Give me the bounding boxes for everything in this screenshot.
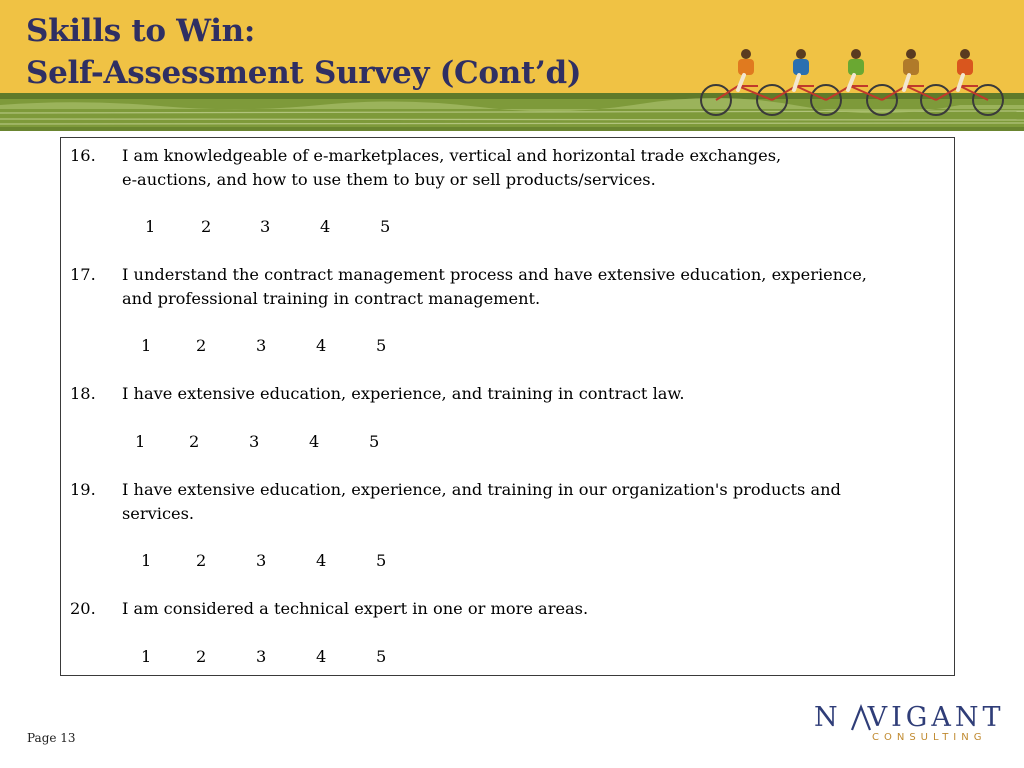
survey-box <box>60 137 955 676</box>
item-line-1: I have extensive education, experience, and training in contract law. <box>122 384 685 403</box>
cyclists-illustration <box>698 44 1008 118</box>
item-line-2: and professional training in contract management. <box>122 289 541 308</box>
logo-wordmark <box>814 702 1005 733</box>
rating-3[interactable]: 3 <box>260 217 271 236</box>
logo-text-left: N <box>814 702 842 733</box>
rating-1[interactable]: 1 <box>145 217 156 236</box>
rating-1[interactable]: 1 <box>135 432 146 451</box>
survey-item-18 <box>70 382 940 406</box>
navigant-logo <box>814 702 1005 748</box>
item-line-2: e-auctions, and how to use them to buy or sell products/services. <box>122 170 656 189</box>
item-line-1: I have extensive education, experience, and training in our organization's products and <box>122 480 841 499</box>
item-number: 20. <box>70 599 96 618</box>
rating-4[interactable]: 4 <box>316 551 327 570</box>
item-number: 19. <box>70 480 96 499</box>
page-number: Page 13 <box>27 731 76 745</box>
survey-item-17 <box>70 263 940 311</box>
rating-4[interactable]: 4 <box>316 336 327 355</box>
title-line-1: Skills to Win: <box>26 13 256 49</box>
item-number: 16. <box>70 146 96 165</box>
survey-item-20 <box>70 597 940 621</box>
rating-4[interactable]: 4 <box>316 647 327 666</box>
rating-2[interactable]: 2 <box>189 432 200 451</box>
logo-text-right: VIGANT <box>867 702 1005 733</box>
rating-5[interactable]: 5 <box>376 647 387 666</box>
rating-3[interactable]: 3 <box>256 647 267 666</box>
logo-a-chevron-icon <box>850 704 872 732</box>
rating-5[interactable]: 5 <box>380 217 391 236</box>
rating-4[interactable]: 4 <box>320 217 331 236</box>
item-line-1: I understand the contract management process and have extensive education, experience, <box>122 265 867 284</box>
rating-2[interactable]: 2 <box>196 647 207 666</box>
survey-item-16 <box>70 144 940 192</box>
rating-2[interactable]: 2 <box>196 551 207 570</box>
rating-5[interactable]: 5 <box>376 336 387 355</box>
rating-5[interactable]: 5 <box>376 551 387 570</box>
logo-subtitle: CONSULTING <box>872 732 987 743</box>
survey-item-19 <box>70 478 940 526</box>
rating-2[interactable]: 2 <box>201 217 212 236</box>
item-line-1: I am knowledgeable of e-marketplaces, vertical and horizontal trade exchanges, <box>122 146 782 165</box>
rating-2[interactable]: 2 <box>196 336 207 355</box>
rating-4[interactable]: 4 <box>309 432 320 451</box>
item-number: 18. <box>70 384 96 403</box>
title-line-2: Self-Assessment Survey (Cont’d) <box>26 55 582 91</box>
item-line-2: services. <box>122 504 195 523</box>
rating-1[interactable]: 1 <box>141 336 152 355</box>
rating-1[interactable]: 1 <box>141 551 152 570</box>
rating-3[interactable]: 3 <box>256 336 267 355</box>
item-number: 17. <box>70 265 96 284</box>
rating-3[interactable]: 3 <box>256 551 267 570</box>
rating-1[interactable]: 1 <box>141 647 152 666</box>
rating-3[interactable]: 3 <box>249 432 260 451</box>
slide-title <box>26 10 581 94</box>
item-line-1: I am considered a technical expert in one or more areas. <box>122 599 589 618</box>
rating-5[interactable]: 5 <box>369 432 380 451</box>
